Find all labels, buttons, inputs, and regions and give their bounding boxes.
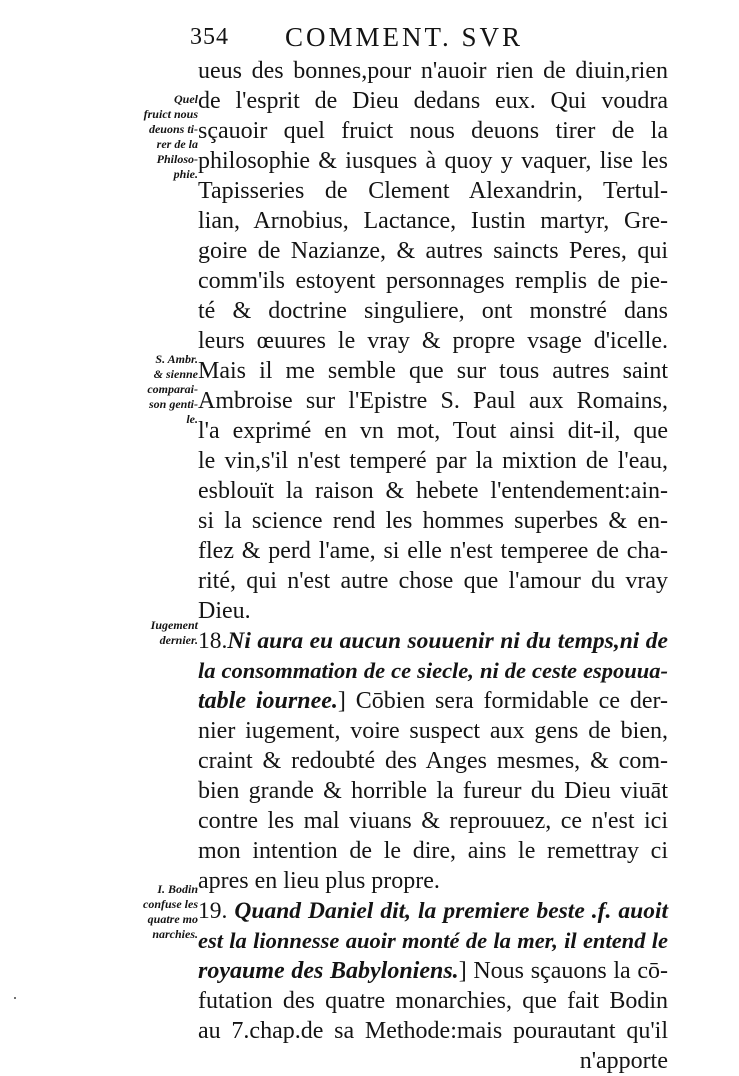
- margin-note-line: S. Ambr.: [155, 352, 198, 366]
- text-line: comm'ils estoyent personnages remplis de pie-: [198, 268, 668, 294]
- text-line: Ambroise sur l'Epistre S. Paul aux Romains,: [198, 388, 668, 414]
- text-line: nier iugement, voire suspect aux gens de bien,: [198, 718, 668, 744]
- margin-note-bodin: [100, 882, 198, 942]
- text-line: Tapisseries de Clement Alexandrin, Tertul-: [198, 178, 668, 204]
- text-line: apres en lieu plus propre.: [198, 868, 440, 894]
- text-line: bien grande & horrible la fureur du Dieu viuāt: [198, 778, 668, 804]
- text-line: l'a exprimé en vn mot, Tout ainsi dit-il, que: [198, 418, 668, 444]
- commentary-text: ] Cōbien sera formidable ce der-: [337, 688, 669, 714]
- text-line: Mais il me semble que sur tous autres saint: [198, 358, 668, 384]
- verse-19-line: [198, 956, 668, 986]
- margin-note-line: Iugement: [150, 618, 198, 632]
- text-line: contre les mal viuans & reprouuez, ce n'est ici: [198, 808, 668, 834]
- ink-speck: [14, 997, 16, 999]
- page-header: [190, 22, 550, 56]
- text-line: rité, qui n'est autre chose que l'amour du vray: [198, 568, 668, 594]
- margin-note-ambroise: [100, 352, 198, 427]
- text-line: futation des quatre monarchies, que fait Bodin: [198, 988, 668, 1014]
- verse-quote: la consommation de ce siecle, ni de ceste espouua-: [198, 658, 668, 683]
- margin-note-line: son genti-: [148, 397, 198, 411]
- margin-note-line: Philoso-: [156, 152, 198, 166]
- body-text: [198, 56, 668, 1076]
- verse-quote: royaume des Babyloniens.: [198, 958, 459, 984]
- text-line: philosophie & iusques à quoy y vaquer, lise les: [198, 148, 668, 174]
- text-line: esblouït la raison & hebete l'entendement:ain-: [198, 478, 668, 504]
- margin-note-line: le.: [186, 412, 198, 426]
- verse-19-line: [198, 926, 668, 956]
- margin-note-line: dernier.: [159, 633, 198, 647]
- text-line: goire de Nazianze, & autres saincts Peres, qui: [198, 238, 668, 264]
- verse-18-line: [198, 656, 668, 686]
- margin-note-line: confuse les: [143, 897, 198, 911]
- margin-note-line: Quel: [174, 92, 198, 106]
- running-title: COMMENT. SVR: [285, 22, 524, 52]
- verse-number: 18.: [198, 628, 228, 654]
- margin-note-line: comparai-: [147, 382, 198, 396]
- verse-19-line: [198, 896, 668, 926]
- text-line: Dieu.: [198, 598, 251, 624]
- page-number: 354: [190, 24, 229, 50]
- text-line: au 7.chap.de sa Methode:mais pourautant qu'il: [198, 1018, 668, 1044]
- verse-18-line: [198, 686, 668, 716]
- verse-quote: est la lionnesse auoir monté de la mer, il entend le: [198, 928, 668, 953]
- margin-note-line: quatre mo: [147, 912, 198, 926]
- text-line: sçauoir quel fruict nous deuons tirer de la: [198, 118, 668, 144]
- verse-18-line: [198, 626, 668, 656]
- text-line: té & doctrine singuliere, ont monstré dans: [198, 298, 668, 324]
- text-line: craint & redoubté des Anges mesmes, & com-: [198, 748, 668, 774]
- margin-note-iugement: [100, 618, 198, 648]
- text-line: lian, Arnobius, Lactance, Iustin martyr, Gre-: [198, 208, 668, 234]
- catchword: n'apporte: [579, 1048, 668, 1074]
- margin-note-line: & sienne: [153, 367, 198, 381]
- commentary-text: ] Nous sçauons la cō-: [458, 958, 668, 984]
- margin-note-line: I. Bodin: [157, 882, 198, 896]
- text-line: le vin,s'il n'est temperé par la mixtion de l'eau,: [198, 448, 668, 474]
- margin-note-line: rer de la: [156, 137, 198, 151]
- verse-number: 19.: [198, 898, 228, 924]
- verse-quote: Ni aura eu aucun souuenir ni du temps,ni de: [227, 628, 668, 654]
- margin-note-line: phie.: [173, 167, 198, 181]
- margin-note-line: narchies.: [152, 927, 198, 941]
- text-line: flez & perd l'ame, si elle n'est temperee de cha-: [198, 538, 668, 564]
- text-line: ueus des bonnes,pour n'auoir rien de diuin,rien: [198, 58, 668, 84]
- text-line: mon intention de le dire, ains le remettray ci: [198, 838, 668, 864]
- margin-note-line: fruict nous: [143, 107, 198, 121]
- verse-quote: Quand Daniel dit, la premiere beste .f. auoit: [234, 898, 669, 924]
- text-line: de l'esprit de Dieu dedans eux. Qui voudra: [198, 88, 668, 114]
- margin-note-philosophie: [100, 92, 198, 182]
- margin-note-line: deuons ti-: [148, 122, 198, 136]
- text-line: si la science rend les hommes superbes & en-: [198, 508, 668, 534]
- verse-quote: table iournee.: [198, 688, 338, 714]
- text-line: leurs œuures le vray & propre vsage d'icelle.: [198, 328, 668, 354]
